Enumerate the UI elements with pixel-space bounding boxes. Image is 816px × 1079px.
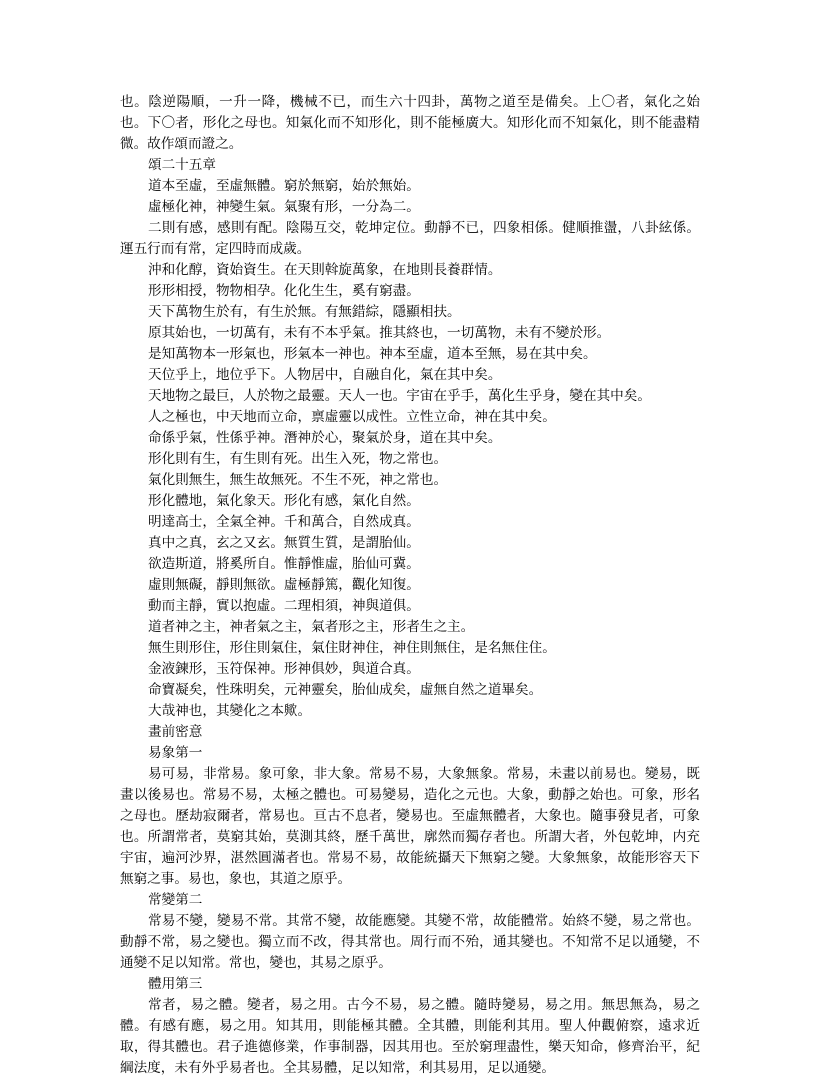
verse-line: 天下萬物生於有，有生於無。有無錯綜，隱顯相扶。	[148, 304, 461, 320]
verse-line: 命係乎氣，性係乎神。潛神於心，聚氣於身，道在其中矣。	[148, 430, 502, 446]
verse-line: 命寶凝矣，性珠明矣，元神靈矣，胎仙成矣，虛無自然之道畢矣。	[148, 682, 543, 698]
verse-line: 明達高士，全氣全神。千和萬合，自然成真。	[148, 514, 420, 530]
verse-line: 二則有感，感則有配。陰陽互交，乾坤定位。動靜不已，四象相係。健順推盪，八卦絃係。運五行而有常，定四時而成歲。	[120, 220, 700, 257]
verse-line: 真中之真，玄之又玄。無質生質，是謂胎仙。	[148, 535, 420, 551]
verse-line: 大哉神也，其變化之本歟。	[148, 703, 312, 719]
verse-line: 氣化則無生，無生故無死。不生不死，神之常也。	[148, 472, 448, 488]
section-heading: 頌二十五章	[148, 157, 216, 173]
paragraph: 常易不變，變易不常。其常不變，故能應變。其變不常，故能體常。始終不變，易之常也。動靜不常，易之變也。獨立而不改，得其常也。周行而不殆，通其變也。不知常不足以通變，不通變不足以知常。常也，變也，其易之原乎。	[120, 913, 700, 971]
verse-line: 虛極化神，神變生氣。氣聚有形，一分為二。	[148, 199, 420, 215]
text-body	[120, 92, 700, 1079]
verse-line: 無生則形住，形住則氣住，氣住財神住，神住則無住，是名無住住。	[148, 640, 556, 656]
verse-line: 道本至虛，至虛無體。窮於無窮，始於無始。	[148, 178, 420, 194]
verse-line: 動而主靜，實以抱虛。二理相須，神與道俱。	[148, 598, 420, 614]
verse-line: 是知萬物本一形氣也，形氣本一神也。神本至虛，道本至無，易在其中矣。	[148, 346, 597, 362]
chapter-heading: 常變第二	[148, 892, 203, 908]
verse-line: 人之極也，中天地而立命，禀虛靈以成性。立性立命，神在其中矣。	[148, 409, 556, 425]
verse-line: 虛則無礙，靜則無欲。虛極靜篤，觀化知復。	[148, 577, 420, 593]
paragraph: 也。陰逆陽順，一升一降，機械不已，而生六十四卦，萬物之道至是備矣。上〇者，氣化之始也。下〇者，形化之母也。知氣化而不知形化，則不能極廣大。知形化而不知氣化，則不能盡精微。故作頌而證之。	[120, 94, 700, 152]
verse-line: 形化體地，氣化象天。形化有感，氣化自然。	[148, 493, 420, 509]
verse-line: 天位乎上，地位乎下。人物居中，自融自化，氣在其中矣。	[148, 367, 502, 383]
verse-line: 欲造斯道，將奚所自。惟靜惟虛，胎仙可冀。	[148, 556, 420, 572]
verse-line: 沖和化醇，資始資生。在天則斡旋萬象，在地則長養群情。	[148, 262, 502, 278]
paragraph: 易可易，非常易。象可象，非大象。常易不易，大象無象。常易，未畫以前易也。變易，既畫以後易也。常易不易，太極之體也。可易變易，造化之元也。大象，動靜之始也。可象，形名之母也。歷劫寂爾者，常易也。亘古不息者，變易也。至虛無體者，大象也。隨事發見者，可象也。所謂常者，莫窮其始，莫測其終，歷千萬世，廓然而獨存者也。所謂大者，外包乾坤，内充宇宙，遍河沙界，湛然圓滿者也。常易不易，故能統攝天下無窮之變。大象無象，故能形容天下無窮之事。易也，象也，其道之原乎。	[120, 766, 700, 887]
verse-line: 金液鍊形，玉符保神。形神俱妙，與道合真。	[148, 661, 420, 677]
verse-line: 形形相授，物物相孕。化化生生，奚有窮盡。	[148, 283, 420, 299]
verse-line: 道者神之主，神者氣之主，氣者形之主，形者生之主。	[148, 619, 475, 635]
paragraph: 常者，易之體。變者，易之用。古今不易，易之體。隨時變易，易之用。無思無為，易之體。有感有應，易之用。知其用，則能極其體。全其體，則能利其用。聖人仲觀俯察，遠求近取，得其體也。君子進德修業，作事制器，因其用也。至於窮理盡性，樂天知命，修齊治平，紀綱法度，未有外乎易者也。全其易體，足以知常，利其易用，足以通變。	[120, 997, 700, 1076]
chapter-heading: 體用第三	[148, 976, 203, 992]
section-heading: 畫前密意	[148, 724, 203, 740]
chapter-heading: 易象第一	[148, 745, 203, 761]
verse-line: 天地物之最巨，人於物之最靈。天人一也。宇宙在乎手，萬化生乎身，變在其中矣。	[148, 388, 651, 404]
verse-line: 原其始也，一切萬有，未有不本乎氣。推其終也，一切萬物，未有不變於形。	[148, 325, 611, 341]
verse-line: 形化則有生，有生則有死。出生入死，物之常也。	[148, 451, 448, 467]
